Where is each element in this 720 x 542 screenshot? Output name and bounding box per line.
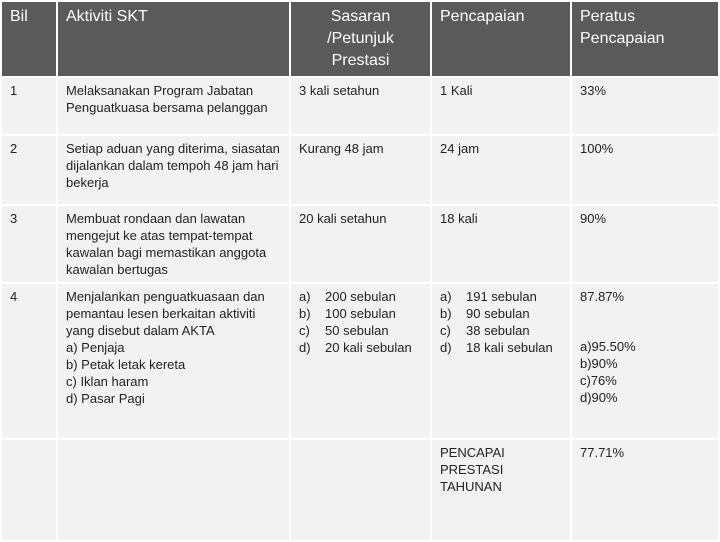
cell-bil: 2	[1, 135, 57, 205]
cell-aktiviti: Setiap aduan yang diterima, siasatan dijalankan dalam tempoh 48 jam hari bekerja	[57, 135, 290, 205]
list-item	[440, 305, 562, 322]
item-label: a)	[440, 289, 452, 304]
item-label: c)	[440, 323, 451, 338]
cell-peratus	[571, 283, 719, 439]
cell-aktiviti: Melaksanakan Program Jabatan Penguatkuasa bersama pelanggan	[57, 77, 290, 135]
item-label: c)	[299, 323, 310, 338]
cell-bil: 4	[1, 283, 57, 439]
header-peratus: Peratus Pencapaian	[571, 1, 719, 77]
pencapaian-list	[440, 288, 562, 356]
cell-sasaran	[290, 283, 431, 439]
header-aktiviti: Aktiviti SKT	[57, 1, 290, 77]
item-text: 50 sebulan	[325, 323, 389, 338]
item-text: 90 sebulan	[466, 306, 530, 321]
item-text: 38 sebulan	[466, 323, 530, 338]
cell-aktiviti	[57, 283, 290, 439]
aktiviti-item: d) Pasar Pagi	[66, 391, 145, 406]
table-row	[1, 283, 719, 439]
item-text: 200 sebulan	[325, 289, 396, 304]
cell-pencapaian: 1 Kali	[431, 77, 571, 135]
item-text: 191 sebulan	[466, 289, 537, 304]
peratus-item: c)76%	[580, 373, 617, 388]
cell-sasaran: 20 kali setahun	[290, 205, 431, 283]
item-label: b)	[299, 306, 311, 321]
item-text: 20 kali sebulan	[325, 340, 412, 355]
table-row	[1, 77, 719, 135]
item-label: b)	[440, 306, 452, 321]
item-label: d)	[299, 340, 311, 355]
cell-bil: 1	[1, 77, 57, 135]
list-item	[299, 322, 422, 339]
aktiviti-item: a) Penjaja	[66, 340, 125, 355]
cell-bil: 3	[1, 205, 57, 283]
list-item	[299, 305, 422, 322]
list-item	[299, 339, 422, 356]
summary-value: 77.71%	[571, 439, 719, 541]
peratus-item: b)90%	[580, 356, 618, 371]
cell-pencapaian: 24 jam	[431, 135, 571, 205]
cell-peratus: 100%	[571, 135, 719, 205]
item-text: 18 kali sebulan	[466, 340, 553, 355]
cell-pencapaian	[431, 283, 571, 439]
cell-empty	[57, 439, 290, 541]
list-item	[440, 322, 562, 339]
cell-sasaran: 3 kali setahun	[290, 77, 431, 135]
list-item	[440, 288, 562, 305]
summary-row	[1, 439, 719, 541]
header-sasaran: Sasaran /Petunjuk Prestasi	[290, 1, 431, 77]
cell-pencapaian: 18 kali	[431, 205, 571, 283]
item-label: d)	[440, 340, 452, 355]
item-text: 100 sebulan	[325, 306, 396, 321]
peratus-item: a)95.50%	[580, 339, 636, 354]
table-row	[1, 205, 719, 283]
cell-peratus: 90%	[571, 205, 719, 283]
aktiviti-item: c) Iklan haram	[66, 374, 149, 389]
list-item	[299, 288, 422, 305]
item-label: a)	[299, 289, 311, 304]
cell-sasaran: Kurang 48 jam	[290, 135, 431, 205]
cell-empty	[1, 439, 57, 541]
table-row	[1, 135, 719, 205]
sasaran-list	[299, 288, 422, 356]
cell-aktiviti: Membuat rondaan dan lawatan mengejut ke atas tempat-tempat kawalan bagi memastikan anggota kawalan bertugas	[57, 205, 290, 283]
summary-label: PENCAPAI PRESTASI TAHUNAN	[431, 439, 571, 541]
peratus-total: 87.87%	[580, 289, 625, 304]
aktiviti-text: Menjalankan penguatkuasaan dan pemantau lesen berkaitan aktiviti yang disebut dalam AKTA	[66, 289, 265, 338]
aktiviti-item: b) Petak letak kereta	[66, 357, 186, 372]
spacer	[580, 305, 710, 338]
header-pencapaian: Pencapaian	[431, 1, 571, 77]
list-item	[440, 339, 562, 356]
cell-empty	[290, 439, 431, 541]
header-bil: Bil	[1, 1, 57, 77]
peratus-item: d)90%	[580, 390, 618, 405]
table-header-row	[1, 1, 719, 77]
cell-peratus: 33%	[571, 77, 719, 135]
